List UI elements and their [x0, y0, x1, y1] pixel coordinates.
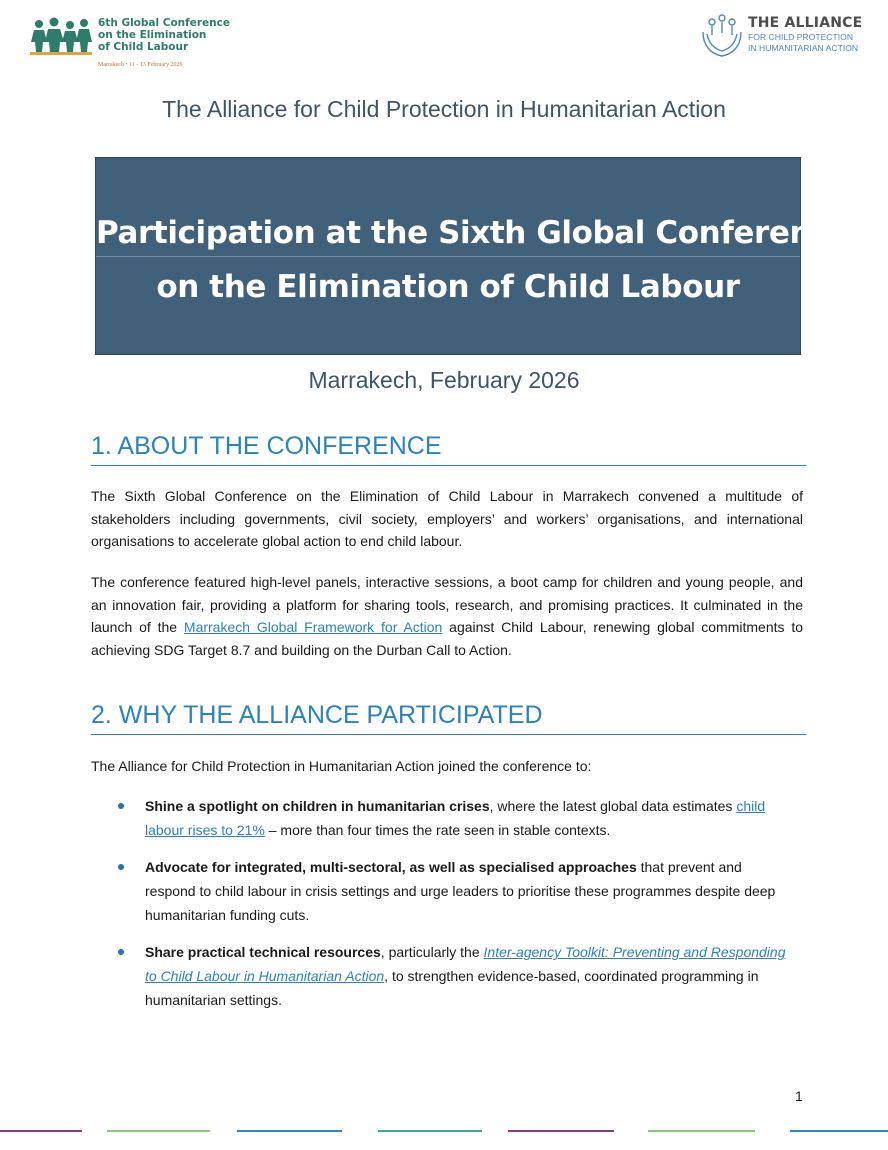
footer-segment-teal — [378, 1130, 482, 1132]
footer-segment-blue — [790, 1130, 888, 1132]
children-silhouette-icon — [30, 16, 92, 56]
conference-logo-subline: Marrakech • 11 - 13 February 2026 — [98, 62, 183, 68]
section1-heading: 1. ABOUT THE CONFERENCE — [91, 432, 806, 466]
alliance-logo-line1: THE ALLIANCE — [748, 15, 863, 31]
section1-paragraph2-text-a: The conference featured high-level panels, interactive sessions, a boot camp for children and young people, and an innovation fair, providing a platform for sharing tools, research, and promising practices. It culminated in the launch of the — [91, 574, 803, 636]
footer-segment-purple — [508, 1130, 614, 1132]
section1-paragraph2 — [91, 571, 803, 661]
bullet3-text-a: , particularly the — [380, 944, 484, 960]
alliance-logo — [698, 12, 878, 62]
conference-logo-line2: on the Elimination — [98, 29, 207, 41]
child-labour-rate-link[interactable]: child labour rises to 21% — [145, 798, 766, 838]
document-title-line2: on the Elimination of Child Labour — [156, 269, 740, 305]
title-divider — [96, 256, 800, 257]
footer-segment-blue — [237, 1130, 342, 1132]
marrakech-framework-link[interactable]: Marrakech Global Framework for Action — [183, 619, 443, 636]
document-title-line1: Participation at the Sixth Global Conference — [96, 215, 850, 251]
bullet3-bold: Share practical technical resources — [145, 944, 381, 960]
bullet-icon — [118, 864, 124, 870]
footer-segment-green — [648, 1130, 755, 1132]
hands-children-icon — [698, 12, 746, 60]
bullet1-text-a: , where the latest global data estimates — [489, 798, 737, 814]
section1-paragraph1: The Sixth Global Conference on the Elimination of Child Labour in Marrakech convened a multitude of stakeholders including governments, civil society, employers’ and workers’ organisations, and international organisations to accelerate global action to end child labour. — [91, 488, 803, 550]
toolkit-link[interactable]: Inter-agency Toolkit: Preventing and Responding to Child Labour in Humanitarian Action — [145, 944, 786, 984]
title-banner — [95, 157, 850, 355]
section2-heading: 2. WHY THE ALLIANCE PARTICIPATED — [91, 701, 806, 735]
list-item — [145, 794, 795, 842]
bullet1-text-b: – more than four times the rate seen in stable contexts. — [264, 822, 611, 838]
list-item — [145, 940, 795, 1012]
section1-paragraph2-text-b: against Child Labour, renewing global commitments to achieving SDG Target 8.7 and building on the Durban Call to Action. — [91, 619, 804, 658]
section2-intro: The Alliance for Child Protection in Humanitarian Action joined the conference to: — [91, 758, 592, 774]
page-number: 1 — [795, 1088, 803, 1104]
footer-segment-green — [107, 1130, 210, 1132]
bullet1-bold: Shine a spotlight on children in humanitarian crises — [145, 798, 490, 814]
alliance-logo-line2: FOR CHILD PROTECTION — [748, 32, 854, 42]
organization-title: The Alliance for Child Protection in Humanitarian Action — [162, 96, 726, 122]
conference-logo-line1: 6th Global Conference — [98, 17, 230, 29]
conference-logo-line3: of Child Labour — [98, 41, 189, 53]
bullet2-text: that prevent and respond to child labour in crisis settings and urge leaders to prioritise these programmes despite deep humanitarian funding cuts. — [145, 859, 776, 923]
list-item — [145, 855, 795, 927]
conference-logo — [30, 16, 230, 72]
bullet2-bold: Advocate for integrated, multi-sectoral, as well as specialised approaches — [145, 859, 637, 875]
bullet-icon — [118, 803, 124, 809]
location-date: Marrakech, February 2026 — [308, 367, 580, 393]
alliance-logo-line3: IN HUMANITARIAN ACTION — [748, 43, 859, 53]
footer-segment-purple — [0, 1130, 82, 1132]
bullet3-text-b: , to strengthen evidence-based, coordinated programming in humanitarian settings. — [145, 968, 759, 1008]
bullet-icon — [118, 949, 124, 955]
